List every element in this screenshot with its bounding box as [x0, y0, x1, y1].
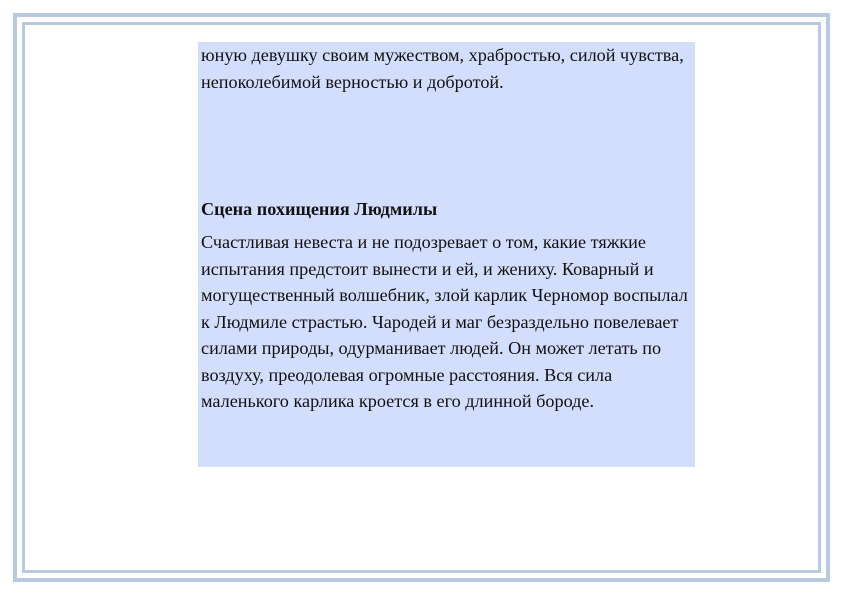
text-box	[198, 42, 695, 467]
intro-paragraph: юную девушку своим мужеством, храбростью, силой чувства, непоколебимой верностью и добротой.	[201, 45, 684, 92]
main-paragraph: Счастливая невеста и не подозревает о том, какие тяжкие испытания предстоит вынести и ей, и жениху. Коварный и могущественный волшебник, злой карлик Черномор воспылал к Людмиле страстью. Чародей и маг безраздельно повелевает силами природы, одурманивает людей. Он может летать по воздуху, преодолевая огромные расстояния. Вся сила маленького карлика кроется в его длинной бороде.	[201, 232, 688, 411]
section-heading: Сцена похищения Людмилы	[201, 199, 438, 219]
